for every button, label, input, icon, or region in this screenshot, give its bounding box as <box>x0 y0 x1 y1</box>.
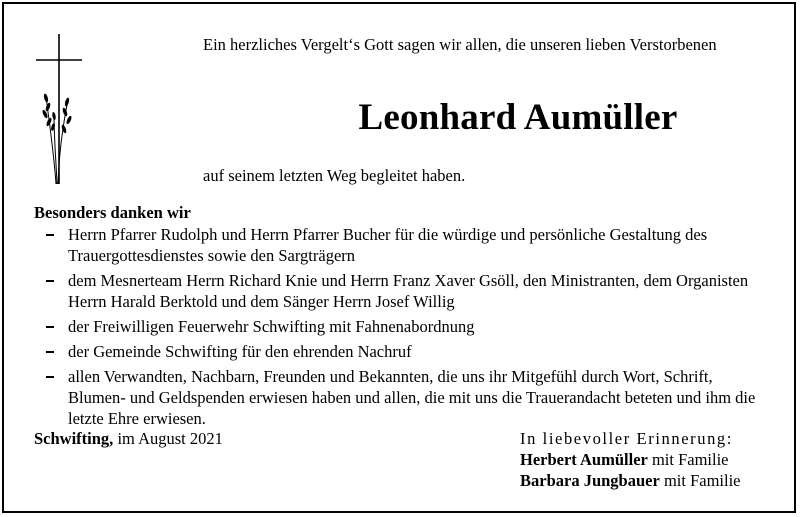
remembrance-line: In liebevoller Erinnerung: <box>520 429 733 448</box>
place-date <box>34 428 223 449</box>
intro-text: Ein herzliches Vergelt‘s Gott sagen wir allen, die unseren lieben Verstorbenen <box>203 35 717 54</box>
dash-bullet-icon <box>46 376 54 378</box>
thanks-item: der Gemeinde Schwifting für den ehrenden Nachruf <box>34 341 774 362</box>
signer-name: Barbara Jungbauer <box>520 471 660 490</box>
signer-line <box>520 470 780 491</box>
dash-bullet-icon <box>46 280 54 282</box>
date: im August 2021 <box>117 429 223 448</box>
thanks-heading: Besonders danken wir <box>34 203 191 222</box>
signer-line <box>520 449 780 470</box>
thanks-item: allen Verwandten, Nachbarn, Freunden und Bekannten, die uns ihr Mitgefühl durch Wort, Schrift, Blumen- und Geldspenden erwiesen haben und allen, die mit uns die Trauerandacht beteten und ihm die letzte Ehre erwiesen. <box>34 366 774 429</box>
dash-bullet-icon <box>46 234 54 236</box>
signer-suffix: mit Familie <box>663 471 741 490</box>
signer-name: Herbert Aumüller <box>520 450 648 469</box>
cross-with-wheat-icon <box>34 34 84 184</box>
thanks-list <box>34 224 774 433</box>
thanks-item: Herrn Pfarrer Rudolph und Herrn Pfarrer Bucher für die würdige und persönliche Gestaltung des Trauergottesdienstes sowie den Sargträgern <box>34 224 774 266</box>
signer-suffix: mit Familie <box>651 450 729 469</box>
deceased-name: Leonhard Aumüller <box>358 97 678 138</box>
thanks-item: dem Mesnerteam Herrn Richard Knie und Herrn Franz Xaver Gsöll, den Ministranten, dem Organisten Herrn Harald Berktold und dem Sänger Herrn Josef Willig <box>34 270 774 312</box>
thanks-item: der Freiwilligen Feuerwehr Schwifting mit Fahnenabordnung <box>34 316 774 337</box>
after-name-text: auf seinem letzten Weg begleitet haben. <box>203 166 466 185</box>
dash-bullet-icon <box>46 351 54 353</box>
place: Schwifting, <box>34 429 114 448</box>
dash-bullet-icon <box>46 326 54 328</box>
signature-block <box>520 428 780 491</box>
